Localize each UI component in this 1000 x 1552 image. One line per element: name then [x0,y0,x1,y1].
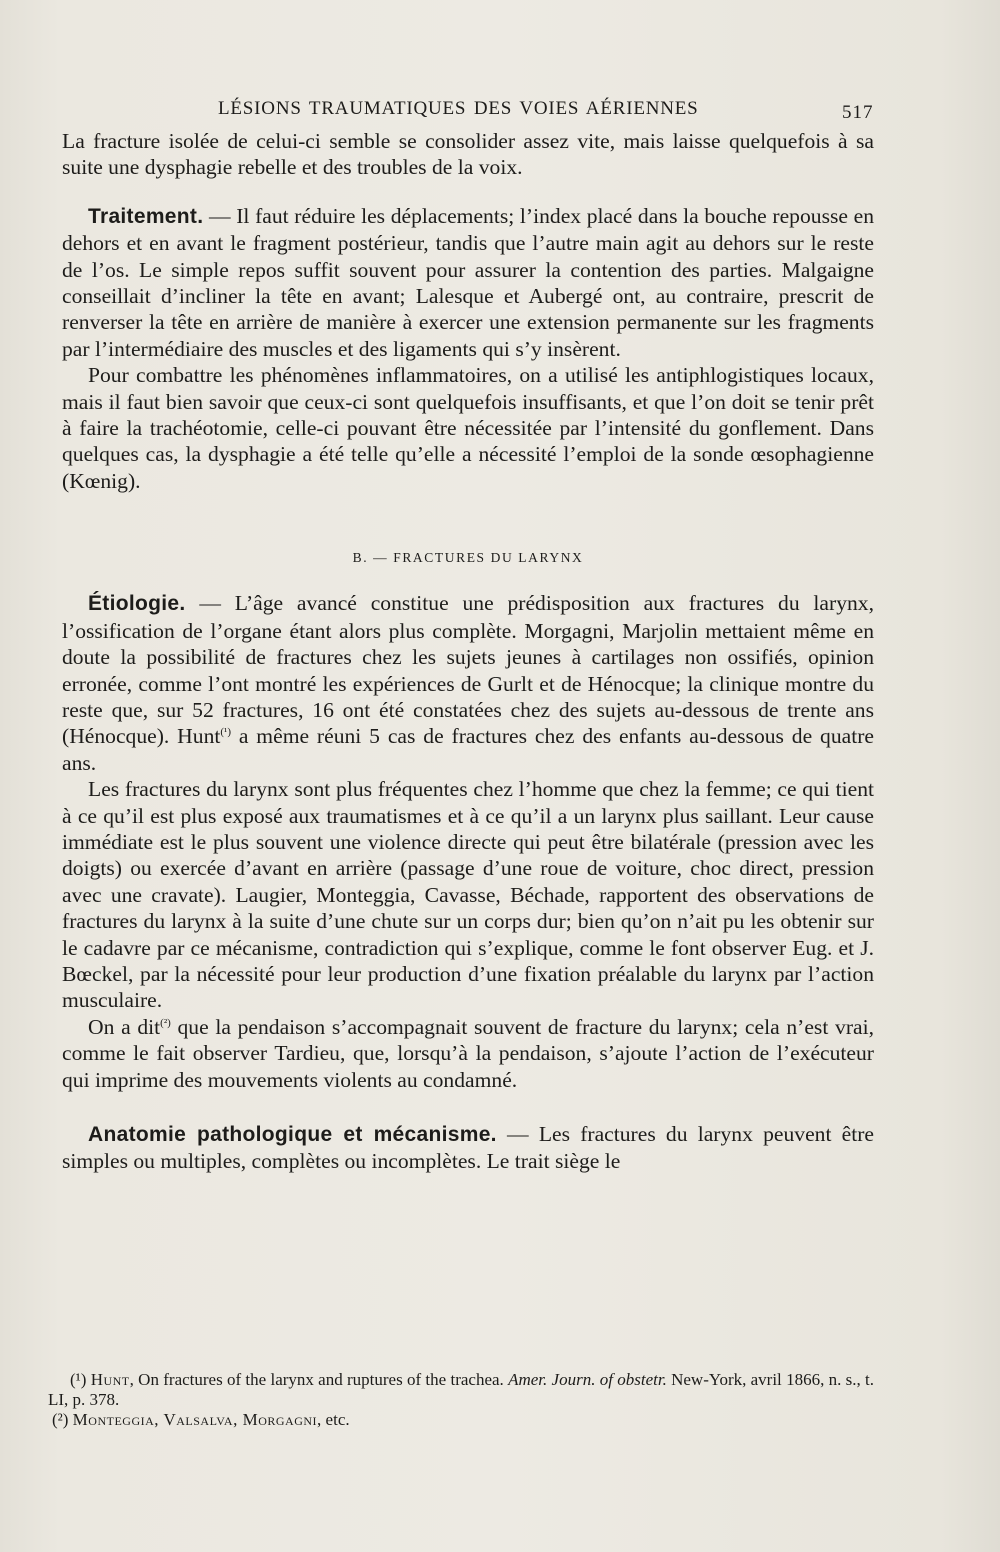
run-in-heading-anatomie: Anatomie pathologique et mécanisme. [88,1123,497,1146]
paragraph-text: — L’âge avancé constitue une prédisposition aux fractures du larynx, l’ossification de l’organe étant alors plus complète. Morgagni, Marjolin mettaient même en doute la possibilité de fractures chez les sujets jeunes à cartilages non ossifiés, opinion erronée, comme l’ont montré les expériences de Gurlt et de Hénocque; la clinique montre du reste que, sur 52 fractures, 16 ont été constatées chez des sujets au-dessous de trente ans (Hénocque). Hunt [62,591,874,749]
paragraph-traitement [62,203,874,362]
paragraph-text: La fracture isolée de celui-ci semble se consolider assez vite, mais laisse quelquefois à sa suite une dysphagie rebelle et des troubles de la voix. [62,129,874,180]
body-text [62,128,874,1175]
footnote-1 [48,1370,874,1410]
footnote-mark: (²) [52,1410,69,1429]
paragraph-pendaison [62,1014,874,1093]
paragraph-etiologie [62,590,874,776]
footnote-author: Hunt [90,1370,130,1389]
running-head: LÉSIONS TRAUMATIQUES DES VOIES AÉRIENNES [218,98,699,119]
footnote-ref-1: (¹) [220,726,231,739]
footnote-text: , On fractures of the larynx and ruptures of the trachea. [129,1370,509,1389]
footnotes [48,1370,874,1430]
footnote-ref-2: (²) [160,1016,171,1029]
footnote-mark: (¹) [70,1370,87,1389]
run-in-heading-traitement: Traitement. [88,204,204,228]
paragraph-text: — Il faut réduire les déplacements; l’index placé dans la bouche repousse en dehors et en avant le fragment postérieur, tandis que l’autre main agit au dehors sur le reste de l’os. Le simple repos suffit souvent pour assurer la contention des parties. Malgaigne conseillait d’incliner la tête en avant; Lalesque et Aubergé ont, au contraire, prescrit de renverser la tête en arrière de manière à exercer une extension permanente sur les fragments par l’intermédiaire des muscles et des ligaments qui s’y insèrent. [62,203,874,361]
paragraph-text: a même réuni 5 cas de fractures chez des enfants au-dessous de quatre ans. [62,724,875,775]
footnote-text: New-York, avril 1866, n. s., t. LI, p. 378. [48,1370,874,1409]
page-header [0,98,1000,128]
paragraph-text: On a dit [88,1014,161,1039]
paragraph-anatomie [62,1121,874,1175]
paragraph-antiphlogistiques [62,362,874,494]
footnote-2 [48,1410,874,1430]
page-number: 517 [842,102,874,123]
paragraph-text: que la pendaison s’accompagnait souvent de fracture du larynx; cela n’est vrai, comme le fait observer Tardieu, que, lorsqu’à la pendaison, s’ajoute l’action de l’exécuteur qui imprime des mouvements violents au condamné. [62,1014,874,1092]
paragraph-continuation [62,128,874,181]
paragraph-frequence [62,776,874,1014]
paragraph-text: — Les fractures du larynx peuvent être simples ou multiples, complètes ou incomplètes. Le trait siège le [62,1122,875,1174]
section-title: B. — FRACTURES DU LARYNX [352,550,584,566]
paragraph-text: Les fractures du larynx sont plus fréquentes chez l’homme que chez la femme; ce qui tient à ce qu’il est plus exposé aux traumatismes et à ce qu’il a un larynx plus saillant. Leur cause immédiate est le plus souvent une violence directe qui peut être bilatérale (pression avec les doigts) ou exercée d’avant en arrière (passage d’une roue de voiture, choc direct, pression avec une cravate). Laugier, Monteggia, Cavasse, Béchade, rapportent des observations de fractures du larynx à la suite d’une chute sur un corps dur; bien qu’on n’ait pu les obtenir sur le cadavre par ce mécanisme, contradiction qui s’explique, comme le font observer Eug. et J. Bœckel, par la nécessité pour leur production d’une fixation préalable du larynx par l’action musculaire. [62,777,874,1013]
footnote-text: , etc. [317,1410,350,1429]
footnote-authors: Monteggia, Valsalva, Morgagni [72,1410,318,1429]
footnote-journal: Amer. Journ. of obstetr. [508,1370,667,1389]
run-in-heading-etiologie: Étiologie. [88,592,186,616]
paragraph-text: Pour combattre les phénomènes inflammatoires, on a utilisé les antiphlogistiques locaux, mais il faut bien savoir que ceux-ci sont quelquefois insuffisants, et que l’on doit se tenir prêt à faire la trachéotomie, celle-ci pouvant être nécessitée par l’intensité du gonflement. Dans quelques cas, la dysphagie a été telle qu’elle a nécessité l’emploi de la sonde œsophagienne (Kœnig). [62,363,874,493]
